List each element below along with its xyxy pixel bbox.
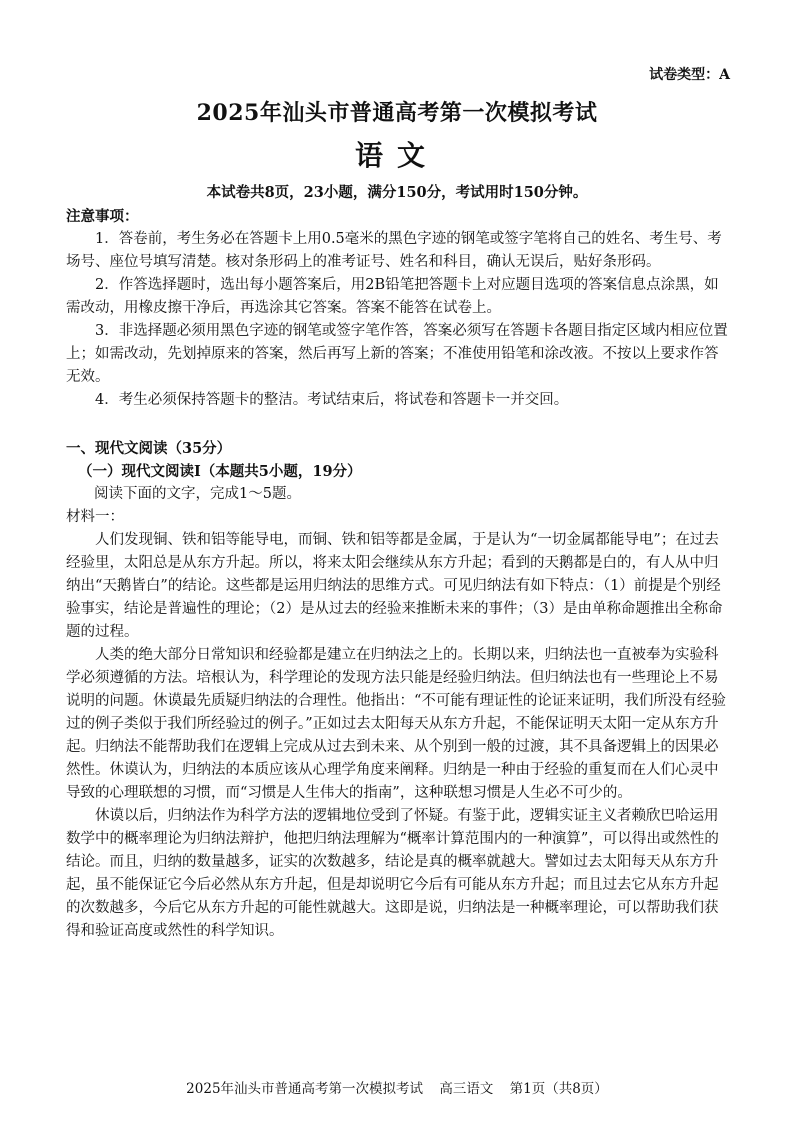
note-item: 3．非选择题必须用黑色字迹的钢笔或签字笔作答，答案必须写在答题卡各题目指定区域内相应位置上；如需改动，先划掉原来的答案，然后再写上新的答案；不准使用铅笔和涂改液。不按以上要求作答无效。 <box>66 323 728 385</box>
material-paragraph: 人类的绝大部分日常知识和经验都是建立在归纳法之上的。长期以来，归纳法也一直被奉为实验科学必须遵循的方法。培根认为，科学理论的发现方法只能是经验归纳法。但归纳法也有一些理论上不易说明的问题。休谟最先质疑归纳法的合理性。他指出：“不可能有理证性的论证来证明，我们所没有经验过的例子类似于我们所经验过的例子。”正如过去太阳每天从东方升起，不能保证明天太阳一定从东方升起。归纳法不能帮助我们在逻辑上完成从过去到未来、从个别到一般的过渡，其不具备逻辑上的因果必然性。休谟认为，归纳法的本质应该从心理学角度来阐释。归纳是一种由于经验的重复而在人们心灵中导致的心理联想的习惯，而“习惯是人生伟大的指南”，这种联想习惯是人生必不可少的。 <box>66 647 726 801</box>
spacer <box>66 412 728 437</box>
footer-exam-name: 2025年汕头市普通高考第一次模拟考试 <box>186 1081 424 1097</box>
sub-section-heading: （一）现代文阅读Ⅰ（本题共5小题，19分） <box>78 463 362 480</box>
exam-title: 2025年汕头市普通高考第一次模拟考试 <box>196 100 598 126</box>
subject-title: 语文 <box>354 139 439 172</box>
material-paragraph: 人们发现铜、铁和铝等能导电，而铜、铁和铝等都是金属，于是认为“一切金属都能导电”；在过去经验里，太阳总是从东方升起。所以，将来太阳会继续从东方升起；看到的天鹅都是白的，有人从中归纳出“天鹅皆白”的结论。这些都是运用归纳法的思维方式。可见归纳法有如下特点：（1）前提是个别经验事实，结论是普遍性的理论；（2）是从过去的经验来推断未来的事件；（3）是由单称命题推出全称命题的过程。 <box>66 532 723 640</box>
page-footer <box>0 1077 794 1097</box>
exam-info: 本试卷共8页，23小题，满分150分，考试用时150分钟。 <box>206 184 588 201</box>
paper-type-label: 试卷类型：A <box>649 67 730 83</box>
material-paragraph: 休谟以后，归纳法作为科学方法的逻辑地位受到了怀疑。有鉴于此，逻辑实证主义者赖欣巴哈运用数学中的概率理论为归纳法辩护，他把归纳法理解为“概率计算范围内的一种演算”，可以得出或然性的结论。而且，归纳的数量越多，证实的次数越多，结论是真的概率就越大。譬如过去太阳每天从东方升起，虽不能保证它今后必然从东方升起，但是却说明它今后有可能从东方升起；而且过去它从东方升起的次数越多，今后它从东方升起的可能性就越大。这即是说，归纳法是一种概率理论，可以帮助我们获得和验证高度或然性的科学知识。 <box>66 808 719 939</box>
section-heading: 一、现代文阅读（35分） <box>66 440 232 457</box>
footer-grade-subject: 高三语文 <box>439 1081 494 1097</box>
reading-instruction: 阅读下面的文字，完成1～5题。 <box>94 486 301 502</box>
note-item: 1．答卷前，考生务必在答题卡上用0.5毫米的黑色字迹的钢笔或签字笔将自己的姓名、考生号、考场号、座位号填写清楚。核对条形码上的准考证号、姓名和科目，确认无误后，贴好条形码。 <box>66 231 722 270</box>
note-item: 4．考生必须保持答题卡的整洁。考试结束后，将试卷和答题卡一并交回。 <box>95 392 569 408</box>
notes-heading: 注意事项： <box>66 208 139 225</box>
footer-page-number: 第1页（共8页） <box>509 1081 608 1097</box>
exam-content <box>66 205 728 943</box>
material-label: 材料一： <box>66 509 124 525</box>
note-item: 2．作答选择题时，选出每小题答案后，用2B铅笔把答题卡上对应题目选项的答案信息点涂黑，如需改动，用橡皮擦干净后，再选涂其它答案。答案不能答在试卷上。 <box>66 277 719 316</box>
